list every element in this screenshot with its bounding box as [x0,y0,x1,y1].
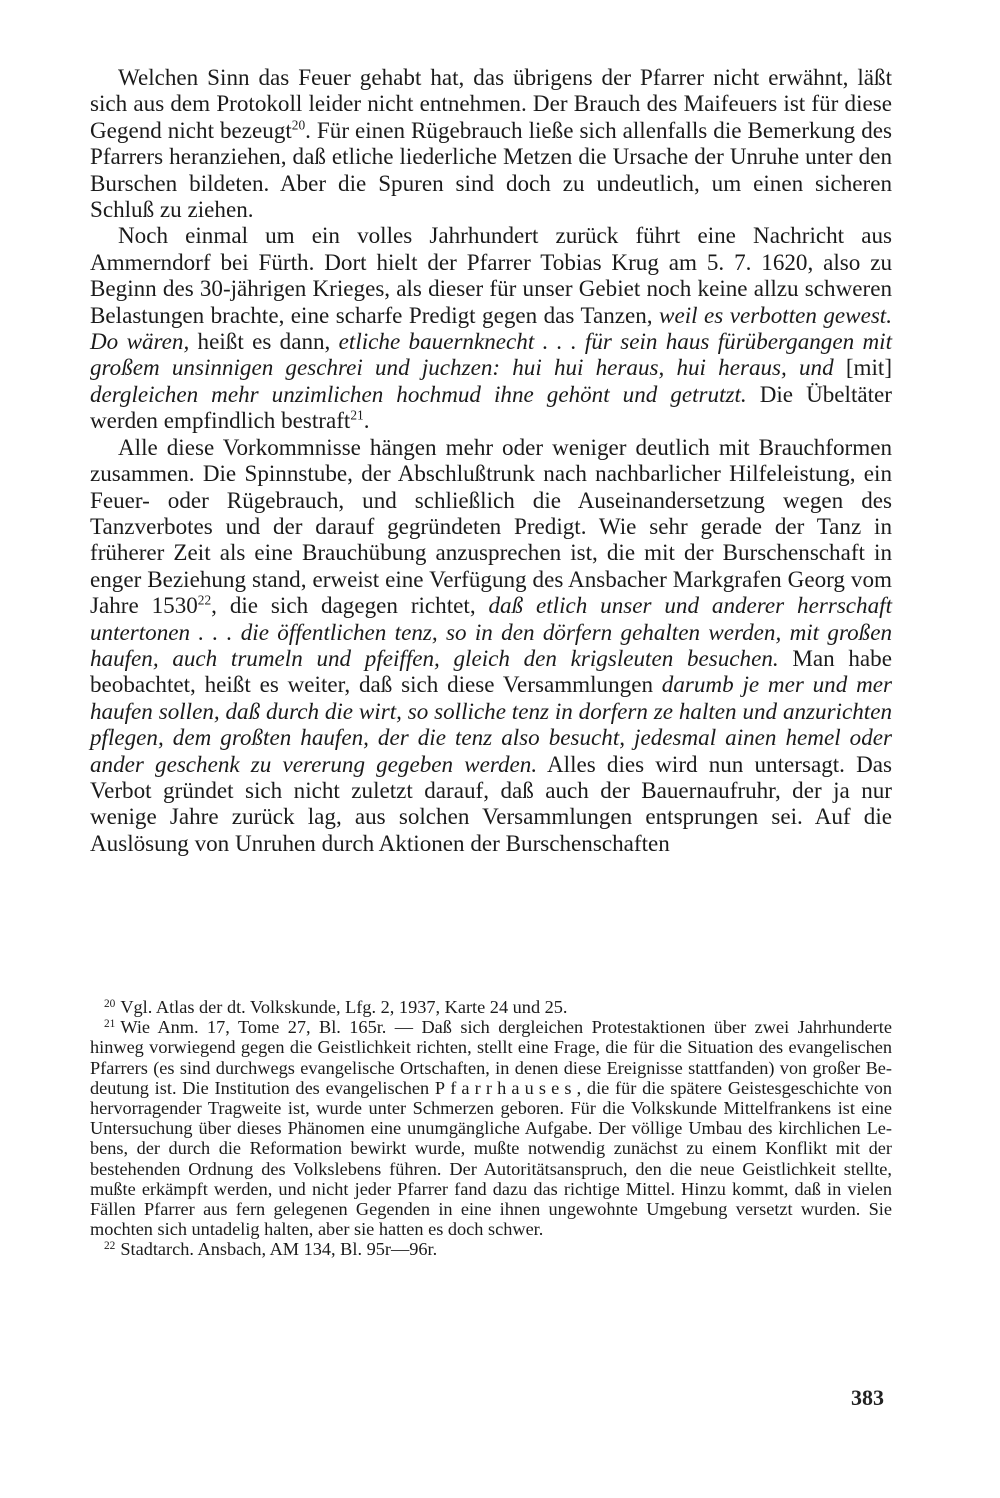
footnote-ref-21: 21 [350,407,364,423]
footnote-number: 20 [104,997,116,1010]
text-run: Die Übeltäter werden empfindlich bestraft [90,380,892,434]
footnote-ref-22: 22 [197,592,212,608]
paragraph-2 [90,222,892,433]
text-run: Alles dies wird nun untersagt. Das Verbot gründet sich nicht zuletzt darauf, daß auch der Bauernaufruhr, der ja nur wenige Jahre zurück lag, aus solchen Versammlungen entsprungen sei. Auf die Auslösung von Unruhen durch Aktionen der Burschenschaften [90,750,892,856]
spaced-emphasis: Pfarrhauses [434,1077,577,1098]
footnote-number: 22 [104,1240,116,1253]
paragraph-3 [90,434,892,857]
text-run: heißt es dann, [189,328,339,355]
quote-italic: daß etlich unser und anderer herrschaft untertonen . . . die öffentlichen tenz, so in den dörfern gehalten werden, mit großen haufen, auch trumeln und pfeiffen, gleich den krigsleuten besuchen. [90,592,892,671]
quote-italic: etliche bauernknecht . . . für sein haus fürübergangen mit großem unsinnigen geschrei und juchzen: hui hui heraus, hui heraus, und [90,328,892,381]
text-run: Welchen Sinn das Feuer gehabt hat, das übrigens der Pfarrer nicht erwähnt, läßt sich aus dem Protokoll leider nicht entnehmen. Der Brauch des Maifeuers ist für diese Gegend nicht bezeugt [90,64,892,143]
footnote-text: Vgl. Atlas der dt. Volkskunde, Lfg. 2, 1937, Karte 24 und 25. [120,997,568,1017]
text-run: Noch einmal um ein volles Jahrhundert zurück führt eine Nachricht aus Ammerndorf bei Fürth. Dort hielt der Pfarrer Tobias Krug am 5. 7. 1620, also zu Beginn des 30-jährigen Krieges, als dieser für unser Gebiet noch keine allzu schweren Belastungen brachte, eine scharfe Predigt gegen das Tanzen, [90,222,892,328]
footnote-number: 21 [104,1017,116,1030]
footnote-text: Wie Anm. 17, Tome 27, Bl. 165r. — Daß sich dergleichen Protestaktionen über zwei Jahrhunderte hinweg vorwiegend gegen die Geistlichkeit richten, stellt eine Frage, die für die Situation des evangelischen Pfarrers (es sind durchwegs evangelische Ortschaften, in denen diese Ereignisse stattfanden) von großer Bedeutung ist. Die Institution des evangelischen [90,1017,892,1098]
quote-italic: dergleichen mehr unzimlichen hochmud ihne gehönt und getrutzt. [90,380,747,407]
paragraph-1 [90,64,892,222]
footnote-text: Stadtarch. Ansbach, AM 134, Bl. 95r—96r. [120,1239,438,1260]
footnotes [90,997,892,1260]
quote-italic: darumb je mer und mer haufen sollen, daß durch die wirt, so solliche tenz in dorfern ze halten und anzurichten pflegen, dem großten haufen, der die tenz also besucht, jedesmal ainen hemel oder ander geschenk zu vererung gegeben werden. [90,671,892,777]
footnote-ref-20: 20 [291,117,306,133]
footnote-20 [90,997,892,1017]
text-run: . Für einen Rügebrauch ließe sich allenfalls die Bemerkung des Pfarrers heranziehen, daß etliche liederliche Metzen die Ursache der Unruhe unter den Burschen bildeten. Aber die Spuren sind doch zu undeutlich, um einen sicheren Schluß zu ziehen. [90,116,892,223]
footnote-21 [90,1017,892,1239]
footnote-22 [90,1239,892,1259]
page-number: 383 [851,1385,884,1410]
quote-italic: weil es verbotten gewest. Do wären, [90,301,892,355]
body-text [90,64,892,856]
footnote-text: , die für die spätere Geistesgeschichte von hervorragender Tragweite ist, wurde unter Schmerzen geboren. Für die Volkskunde Mittelfrankens ist eine Untersuchung über dieses Phänomen eine unumgängliche Aufgabe. Der völlige Umbau des kirchlichen Lebens, der durch die Reformation bewirkt wurde, mußte notwendig zunächst zu einem Konflikt mit der bestehenden Ordnung des Volkslebens führen. Der Autoritätsanspruch, den die neue Geistlichkeit stellte, mußte erkämpft werden, und nicht jeder Pfarrer fand dazu das richtige Mittel. Hinzu kommt, daß in vielen Fällen Pfarrer aus fern gelegenen Gegenden in eine ihnen ungewohnte Umgebung versetzt wurden. Sie mochten sich untadelig halten, aber sie hatten es doch schwer. [90,1077,892,1240]
text-run: , die sich dagegen richtet, [211,592,489,619]
text-run: Man habe beobachtet, heißt es weiter, daß sich diese Versammlungen [90,644,892,698]
text-run: Alle diese Vorkommnisse hängen mehr oder weniger deutlich mit Brauchformen zusammen. Die Spinnstube, der Abschlußtrunk nach nachbarlicher Hilfeleistung, ein Feuer- oder Rügebrauch, und schließlich die Auseinandersetzung wegen des Tanzverbotes und der darauf gegründeten Predigt. Wie sehr gerade der Tanz in früherer Zeit als eine Brauchübung anzusprechen ist, die mit der Burschenschaft in enger Beziehung stand, erweist eine Verfügung des Ansbacher Markgrafen Georg vom Jahre 1530 [90,433,892,619]
text-run: . [363,407,370,434]
text-run: [mit] [833,354,893,381]
